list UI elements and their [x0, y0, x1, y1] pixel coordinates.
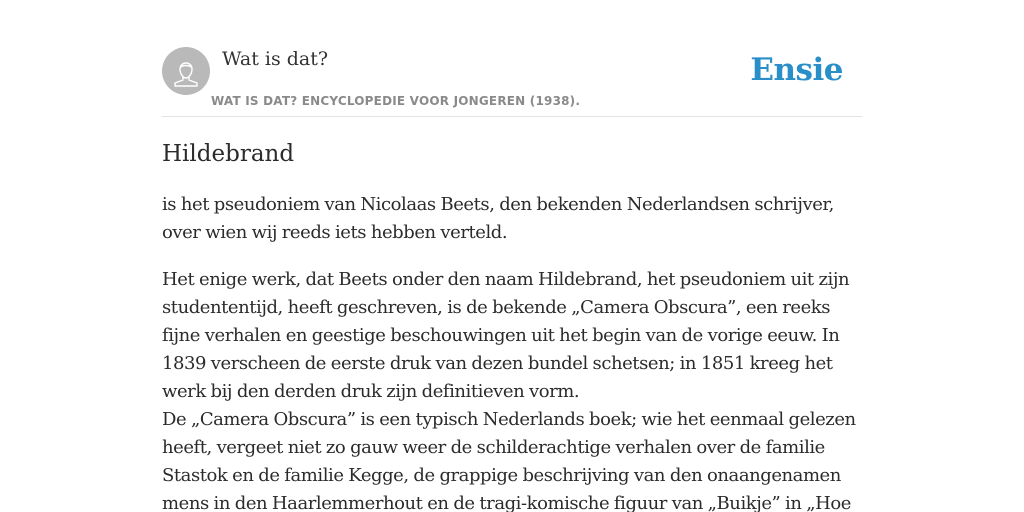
source-header	[162, 46, 862, 117]
source-title[interactable]: Wat is dat?	[222, 48, 329, 70]
article	[162, 137, 862, 512]
brand-logo[interactable]: Ensie	[750, 52, 843, 88]
article-paragraph: Het enige werk, dat Beets onder den naam Hildebrand, het pseudoniem uit zijn studententijd, heeft geschreven, is de bekende „Camera Obscura”, een reeks fijne verhalen en geestige beschouwingen uit het begin van de vorige eeuw. In 1839 verscheen de eerste druk van dezen bundel schetsen; in 1851 kreeg het werk bij den derden druk zijn definitieven vorm.	[162, 269, 850, 402]
article-paragraph: is het pseudoniem van Nicolaas Beets, den bekenden Nederlandsen schrijver, over wien wij reeds iets hebben verteld.	[162, 194, 834, 243]
article-paragraph: De „Camera Obscura” is een typisch Nederlands boek; wie het eenmaal gelezen heeft, vergeet niet zo gauw weer de schilderachtige verhalen over de familie Stastok en de familie Kegge, de grappige beschrijving van den onaangenamen mens in den Haarlemmerhout en de tragi-komische figuur van „Buikje” in „Hoe	[162, 409, 856, 512]
avatar[interactable]	[162, 47, 210, 95]
user-silhouette-icon	[162, 47, 210, 95]
article-title: Hildebrand	[162, 141, 295, 167]
source-subtitle: WAT IS DAT? ENCYCLOPEDIE VOOR JONGEREN (1938).	[211, 94, 581, 108]
